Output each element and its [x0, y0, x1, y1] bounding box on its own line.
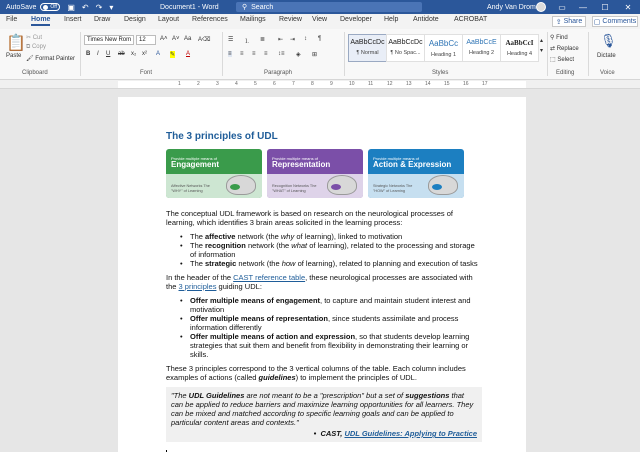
principle-banner [368, 149, 464, 198]
banner-title: Action & Expression [373, 160, 452, 169]
avatar[interactable] [536, 2, 546, 12]
network-question: why [280, 232, 295, 241]
guidelines-term: guidelines [258, 373, 296, 382]
bold-icon[interactable]: B [86, 51, 91, 57]
align-right-icon[interactable]: ≡ [252, 51, 256, 57]
paragraph-intro: The conceptual UDL framework is based on research on the neurological processes of learning, which identifies 3 brain areas solicited in the learning process: [166, 209, 453, 227]
title-bar [0, 0, 640, 14]
text: ) to implement the principles of UDL. [295, 373, 417, 382]
select-label: Select [557, 57, 575, 63]
ruler-mark: 1 [178, 81, 181, 87]
style-name: ¶ Normal [356, 50, 379, 56]
document-area [0, 89, 640, 452]
network-question: what [291, 241, 308, 250]
tab-home[interactable]: Home [31, 16, 51, 23]
list-item [190, 232, 482, 241]
replace-icon: ⇄ [550, 46, 557, 52]
principle-name: Offer multiple means of action and expression [190, 332, 356, 341]
cut-icon: ✂ [26, 35, 33, 41]
style-heading-4[interactable] [500, 34, 539, 62]
text: , these neurological processes are associated with the [166, 273, 473, 291]
microphone-icon[interactable]: 🎙 [600, 33, 617, 48]
style-preview: AaBbCcE [466, 39, 497, 46]
quote-bold: UDL Guidelines [188, 391, 245, 400]
tab-layout[interactable]: Layout [158, 16, 180, 23]
tab-antidote[interactable]: Antidote [413, 16, 439, 23]
font-group-label: Font [140, 70, 153, 76]
network-question: how [281, 259, 296, 268]
list-item [190, 296, 482, 314]
voice-group-label: Voice [600, 70, 615, 76]
copy-button[interactable] [26, 44, 46, 51]
ruler-mark: 3 [216, 81, 219, 87]
paste-icon[interactable]: 📋 [6, 35, 26, 52]
brush-icon: 🖌 [26, 56, 36, 62]
banner-title: Engagement [171, 160, 220, 169]
tab-developer[interactable]: Developer [340, 16, 372, 23]
style-heading-2[interactable] [462, 34, 501, 62]
style-name: Heading 4 [506, 51, 533, 57]
ribbon-separator [547, 32, 548, 76]
quote-block [166, 387, 482, 442]
banner-subtitle: Provide multiple means of [272, 156, 319, 161]
text: network (the [235, 232, 281, 241]
format-painter-label: Format Painter [35, 56, 75, 62]
principle-banner [166, 149, 262, 198]
grow-font-icon[interactable]: A˄ [160, 36, 168, 42]
principles-list [190, 296, 482, 359]
bullets-icon[interactable]: ☰ [228, 37, 234, 43]
ribbon-separator [80, 32, 81, 76]
paragraph-cast [166, 273, 482, 291]
paragraph-columns [166, 364, 482, 382]
autosave-label: AutoSave [6, 3, 37, 11]
style-name: ¶ No Spac... [390, 50, 421, 56]
banner-subtitle: Provide multiple means of [171, 156, 218, 161]
brain-highlight [331, 184, 341, 190]
clear-formatting-icon[interactable]: A⌫ [198, 37, 211, 43]
comments-label: Comments [602, 18, 637, 25]
maximize-icon[interactable]: ☐ [601, 2, 609, 12]
copy-icon: ⧉ [26, 44, 32, 50]
font-family-select[interactable]: Times New Rom [84, 35, 134, 45]
tab-draw[interactable]: Draw [94, 16, 111, 23]
redo-icon[interactable]: ↷ [95, 2, 103, 12]
text: network (the [236, 259, 282, 268]
text: are not meant to be a "prescription" but a set of [244, 391, 406, 400]
text: These 3 principles correspond to the 3 vertical columns of the table. Each column includes examples of actions (called [166, 364, 466, 382]
style-normal[interactable] [348, 34, 387, 62]
document-title: Document1 - Word [160, 3, 219, 11]
subscript-icon[interactable]: x₂ [131, 51, 137, 57]
share-icon: ⇪ [555, 18, 562, 26]
list-item [190, 332, 482, 359]
share-button[interactable] [552, 16, 586, 27]
text: In the header of the [166, 273, 234, 282]
cut-label: Cut [32, 35, 43, 41]
banner-caption: Affective Networks The "WHY" of Learning [171, 184, 210, 193]
show-marks-icon[interactable]: ¶ [318, 36, 322, 42]
paragraph-group-label: Paragraph [264, 70, 293, 76]
text: The [190, 232, 206, 241]
search-box[interactable] [236, 2, 422, 12]
decrease-indent-icon[interactable]: ⇤ [278, 37, 284, 43]
autosave-toggle[interactable] [40, 3, 60, 11]
highlight-icon[interactable]: ✎ [170, 52, 176, 58]
list-item [190, 314, 482, 332]
page[interactable] [118, 97, 526, 452]
ribbon-separator [344, 32, 345, 76]
principle-name: Offer multiple means of engagement [190, 296, 321, 305]
style-heading-1[interactable] [424, 34, 463, 62]
italic-icon[interactable]: I [97, 51, 99, 57]
cut-button[interactable] [26, 34, 42, 41]
style-preview: AaBbCcDc [350, 39, 385, 46]
ruler-mark: 9 [330, 81, 333, 87]
network-name: affective [205, 232, 236, 241]
numbering-icon[interactable]: ⒈ [244, 39, 251, 45]
text: that can be applied to reduce barriers and maximize learning opportunities for all learners. They can be mixed and matched according to specific learning goals and can be applied to particular content areas and contexts." [171, 391, 474, 427]
font-size-select[interactable]: 12 [136, 35, 156, 45]
document-heading: The 3 principles of UDL [166, 131, 278, 142]
principles-banners [166, 149, 482, 198]
justify-icon[interactable]: ≡ [264, 51, 268, 57]
ruler-mark: 2 [197, 81, 200, 87]
ruler-track [118, 81, 526, 88]
text: of learning), related to planning and execution of tasks [295, 259, 478, 268]
minimize-icon[interactable]: — [579, 2, 587, 12]
ruler-mark: 6 [273, 81, 276, 87]
shading-icon[interactable]: ◈ [296, 52, 301, 58]
text: guiding UDL: [216, 282, 262, 291]
comments-button[interactable] [592, 16, 638, 27]
ruler-mark: 13 [406, 81, 412, 87]
tab-view[interactable]: View [312, 16, 328, 23]
borders-icon[interactable]: ⊞ [312, 52, 318, 58]
tab-references[interactable]: References [192, 16, 228, 23]
source-link[interactable]: UDL Guidelines: Applying to Practice [344, 429, 477, 438]
underline-icon[interactable]: U [106, 51, 111, 57]
select-button[interactable] [550, 56, 574, 63]
customize-qat-icon[interactable]: ▾ [109, 2, 114, 12]
find-label: Find [556, 35, 568, 41]
copy-label: Copy [31, 44, 46, 50]
principles-link[interactable]: 3 principles [178, 282, 217, 291]
horizontal-ruler[interactable] [0, 80, 640, 89]
tab-review[interactable]: Review [279, 16, 302, 23]
quote-text [171, 391, 477, 427]
ruler-mark: 8 [311, 81, 314, 87]
principle-name: Offer multiple means of representation [190, 314, 328, 323]
bullet: • [313, 429, 321, 438]
ruler-mark: 5 [254, 81, 257, 87]
find-button[interactable] [550, 34, 568, 41]
multilevel-list-icon[interactable]: ≣ [260, 37, 266, 43]
networks-list [190, 232, 482, 268]
undo-icon[interactable]: ↶ [81, 2, 89, 12]
styles-scroll-down-icon[interactable]: ▾ [540, 48, 544, 54]
network-name: strategic [205, 259, 237, 268]
source-text: CAST, [320, 429, 345, 438]
style-no-spacing[interactable] [386, 34, 425, 62]
replace-label: Replace [556, 46, 579, 52]
tab-insert[interactable]: Insert [64, 16, 82, 23]
ribbon-display-icon[interactable]: ▭ [558, 2, 566, 12]
banner-title: Representation [272, 160, 331, 169]
ruler-mark: 12 [387, 81, 393, 87]
dictate-button[interactable]: Dictate [597, 53, 616, 59]
style-name: Heading 1 [430, 52, 457, 58]
brain-highlight [230, 184, 240, 190]
increase-indent-icon[interactable]: ⇥ [290, 37, 296, 43]
format-painter-button[interactable] [26, 55, 75, 62]
ribbon-tabs [0, 14, 640, 29]
align-left-icon[interactable]: ≡ [228, 51, 232, 57]
paste-button[interactable]: Paste [6, 53, 22, 59]
replace-button[interactable] [550, 45, 579, 52]
text: The [190, 241, 206, 250]
user-name[interactable]: Andy Van Drom [487, 3, 536, 11]
editing-group-label: Editing [556, 70, 575, 76]
tab-acrobat[interactable]: ACROBAT [454, 16, 488, 23]
quote-bold: suggestions [405, 391, 450, 400]
ruler-mark: 17 [482, 81, 488, 87]
text: of learning), related to the processing and storage of information [190, 241, 475, 259]
styles-scroll-up-icon[interactable]: ▴ [540, 38, 544, 44]
text: , so that students develop learning strategies that suit them and benefit from flexibility in demonstrating their learning or skills. [190, 332, 470, 359]
ruler-mark: 16 [463, 81, 469, 87]
strikethrough-icon[interactable]: ab [118, 51, 125, 57]
autosave-state: Off [50, 4, 57, 10]
text: , to capture and maintain student interest and motivation [190, 296, 471, 314]
text: , since students assimilate and process information differently [190, 314, 459, 332]
search-icon: ⚲ [242, 4, 248, 11]
toggle-knob [43, 5, 48, 10]
principle-banner [267, 149, 363, 198]
style-preview: AaBbCcI [505, 39, 534, 47]
style-preview: AaBbCcDc [388, 39, 423, 46]
cast-reference-link[interactable]: CAST reference table [233, 273, 306, 282]
ruler-mark: 4 [235, 81, 238, 87]
document-body [166, 132, 482, 442]
share-label: Share [563, 18, 583, 25]
ribbon-separator [222, 32, 223, 76]
close-icon[interactable]: ✕ [624, 2, 632, 12]
ruler-mark: 10 [349, 81, 355, 87]
text: The [190, 259, 206, 268]
shrink-font-icon[interactable]: A˅ [172, 36, 180, 42]
save-icon[interactable]: ▣ [67, 2, 75, 12]
select-icon: ⬚ [550, 57, 558, 63]
network-name: recognition [205, 241, 246, 250]
ribbon [0, 29, 640, 80]
style-preview: AaBbCc [428, 39, 459, 48]
ruler-mark: 7 [292, 81, 295, 87]
list-item [190, 241, 482, 259]
ruler-mark: 15 [444, 81, 450, 87]
style-name: Heading 2 [468, 50, 495, 56]
brain-highlight [432, 184, 442, 190]
search-placeholder: Search [251, 3, 274, 11]
styles-group-label: Styles [432, 70, 449, 76]
sort-icon[interactable]: ↕ [304, 36, 307, 42]
tab-help[interactable]: Help [384, 16, 399, 23]
ruler-mark: 11 [368, 81, 374, 87]
tab-mailings[interactable]: Mailings [240, 16, 266, 23]
align-center-icon[interactable]: ≡ [240, 51, 244, 57]
tab-design[interactable]: Design [124, 16, 146, 23]
banner-caption: Recognition Networks The "WHAT" of Learning [272, 184, 317, 193]
text-effects-icon[interactable]: A [156, 51, 161, 57]
font-color-icon[interactable]: A [186, 51, 191, 57]
quote-source [171, 429, 477, 438]
text: "The [171, 391, 189, 400]
change-case-icon[interactable]: Aa [184, 36, 192, 42]
banner-caption: Strategic Networks The "HOW" of Learning [373, 184, 413, 193]
clipboard-group-label: Clipboard [22, 70, 48, 76]
ribbon-separator [588, 32, 589, 76]
line-spacing-icon[interactable]: ↕≡ [278, 51, 285, 57]
tab-file[interactable]: File [6, 16, 18, 23]
banner-subtitle: Provide multiple means of [373, 156, 420, 161]
search-icon: ⚲ [550, 35, 557, 41]
text: network (the [245, 241, 292, 250]
list-item [190, 259, 482, 268]
text: of learning), linked to motivation [294, 232, 403, 241]
ruler-mark: 14 [425, 81, 431, 87]
comment-icon: ▢ [593, 18, 601, 26]
superscript-icon[interactable]: x² [142, 51, 147, 57]
